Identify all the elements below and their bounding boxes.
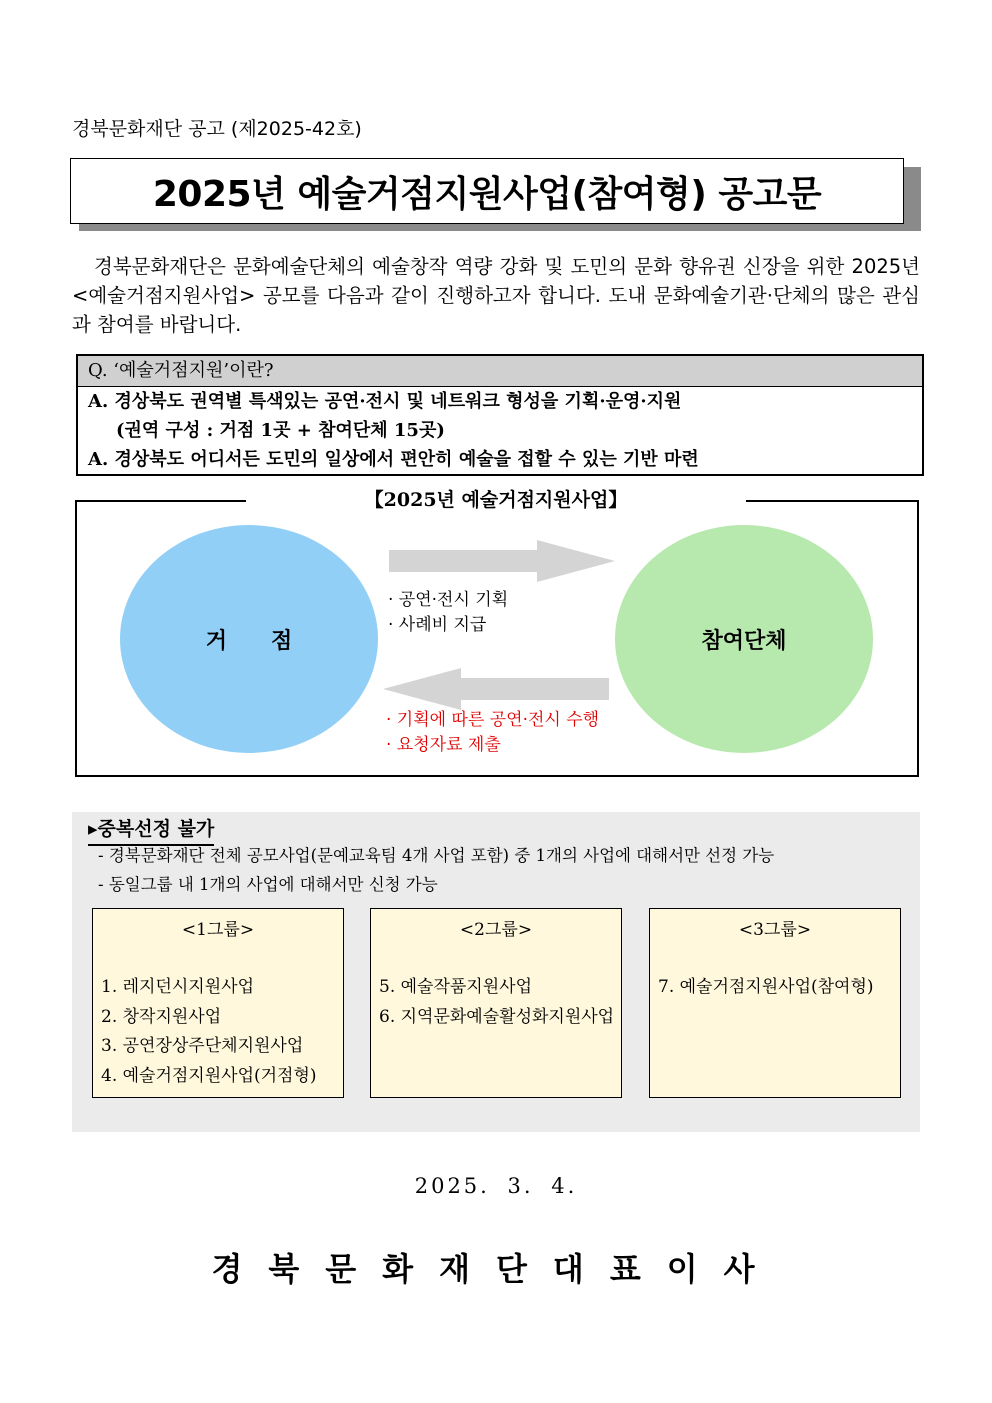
qa-answer-2: A. 경상북도 어디서든 도민의 일상에서 편안히 예술을 접할 수 있는 기반 마련 <box>88 449 699 470</box>
group-box-2 <box>370 908 622 1098</box>
list-item: 3. 공연장상주단체지원사업 <box>101 1036 304 1056</box>
notice-number: 경북문화재단 공고 (제2025-42호) <box>72 118 362 140</box>
group-box-3 <box>649 908 901 1098</box>
diagram-title: 【2025년 예술거점지원사업】 <box>246 486 746 514</box>
qa-answer-1: A. 경상북도 권역별 특색있는 공연·전시 및 네트워크 형성을 기획·운영·지원 <box>88 391 682 412</box>
signature: 경북문화재단대표이사 <box>211 1250 781 1288</box>
group-header: <1그룹> <box>181 920 255 940</box>
issue-date: 2025. 3. 4. <box>414 1174 578 1198</box>
list-item: · 기획에 따른 공연·전시 수행 <box>386 710 600 730</box>
group-header: <3그룹> <box>738 920 812 940</box>
hub-label: 거점 <box>205 627 337 654</box>
duplicate-rule-1: - 경북문화재단 전체 공모사업(문예교육팀 4개 사업 포함) 중 1개의 사업에 대해서만 선정 가능 <box>98 846 775 865</box>
group-header: <2그룹> <box>459 920 533 940</box>
partner-label: 참여단체 <box>701 627 787 654</box>
list-item: · 요청자료 제출 <box>386 735 501 755</box>
intro-paragraph: 경북문화재단은 문화예술단체의 예술창작 역량 강화 및 도민의 문화 향유권 신장을 위한 2025년 <예술거점지원사업> 공모를 다음과 같이 진행하고자 합니다. 도내 문화예술기관·단체의 많은 관심과 참여를 바랍니다. <box>72 255 920 336</box>
duplicate-title: ▸중복선정 불가 <box>88 816 214 846</box>
partner-circle <box>615 525 873 753</box>
list-item: 6. 지역문화예술활성화지원사업 <box>379 1006 615 1027</box>
page-title: 2025년 예술거점지원사업(참여형) 공고문 <box>70 158 904 224</box>
group-box-1 <box>92 908 344 1098</box>
list-item: · 공연·전시 기획 <box>388 590 509 610</box>
list-item: 2. 창작지원사업 <box>101 1006 222 1027</box>
qa-answer-1-sub: (권역 구성 : 거점 1곳 + 참여단체 15곳) <box>116 420 445 441</box>
qa-question: Q. ‘예술거점지원’이란? <box>78 356 922 387</box>
list-item: 1. 레지던시지원사업 <box>101 977 254 997</box>
right-arrow-icon <box>385 538 620 584</box>
list-item: 7. 예술거점지원사업(참여형) <box>658 977 874 997</box>
left-arrow-shape <box>383 668 609 710</box>
hub-circle <box>120 525 378 753</box>
list-item: 4. 예술거점지원사업(거점형) <box>101 1065 317 1086</box>
qa-box <box>76 354 924 476</box>
list-item: 5. 예술작품지원사업 <box>379 977 532 997</box>
right-arrow-shape <box>389 540 615 582</box>
partner-duty-list <box>386 708 599 758</box>
left-arrow-icon <box>378 666 613 712</box>
hub-support-list <box>388 588 508 638</box>
list-item: · 사례비 지급 <box>388 615 487 635</box>
duplicate-rule-2: - 동일그룹 내 1개의 사업에 대해서만 신청 가능 <box>98 875 438 894</box>
